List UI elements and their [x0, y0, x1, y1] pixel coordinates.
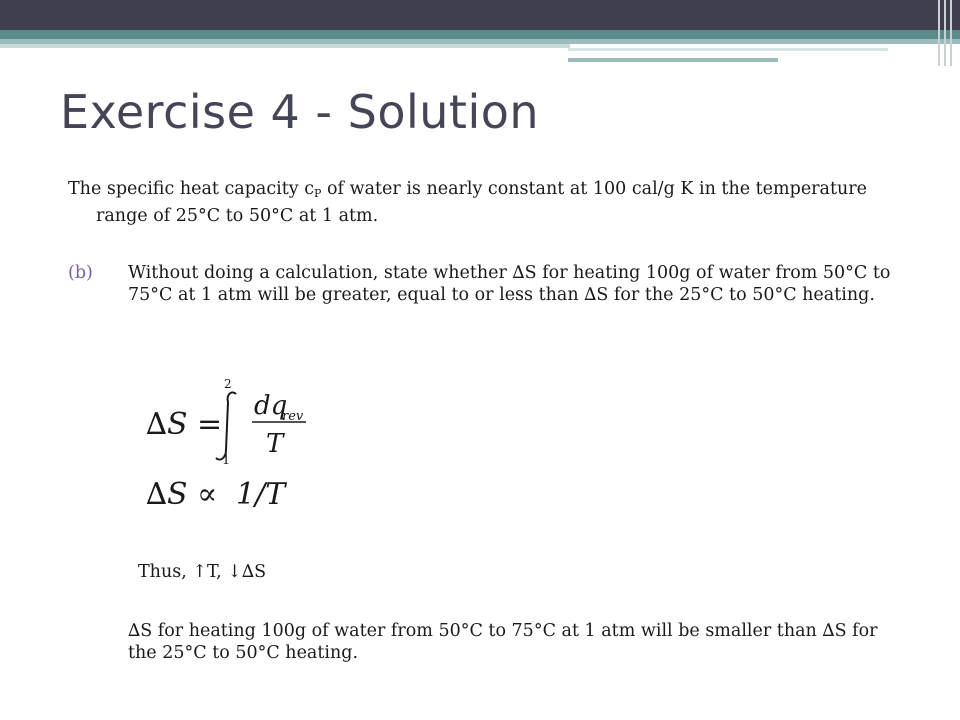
top-banner: [0, 0, 960, 30]
part-b-paragraph: [68, 262, 928, 306]
formula-numerator-subscript: rev: [282, 409, 304, 424]
edge-line: [938, 0, 940, 66]
part-b-label: (b): [68, 263, 93, 283]
accent-stripe-4: [568, 48, 888, 51]
formula-lhs: ∆S =: [146, 407, 223, 442]
intro-text-end: of water is nearly constant at 100 cal/g K in the temperature range of 25°C to 50°C at 1 atm.: [96, 179, 867, 226]
part-b-text: Without doing a calculation, state whether ∆S for heating 100g of water from 50°C to 75°C at 1 atm will be greater, equal to or less than ∆S for the 25°C to 50°C heating.: [128, 263, 891, 305]
thus-statement: Thus, ↑T, ↓∆S: [138, 562, 267, 582]
edge-line: [950, 0, 952, 66]
conclusion-paragraph: ∆S for heating 100g of water from 50°C to 75°C at 1 atm will be smaller than ∆S for the 25°C to 50°C heating.: [128, 621, 878, 663]
formula-denominator: T: [266, 429, 284, 459]
intro-text-start: The specific heat capacity c: [68, 179, 315, 199]
formula-upper-limit: 2: [224, 377, 232, 391]
entropy-formula: [140, 372, 310, 512]
intro-paragraph: [68, 178, 916, 227]
formula-lower-limit: 1: [222, 453, 231, 468]
edge-line: [944, 0, 946, 66]
proportional-lhs: ∆S ∝: [146, 477, 218, 512]
accent-stripe-3: [0, 44, 570, 48]
slide-title: Exercise 4 - Solution: [60, 85, 540, 139]
proportional-rhs: 1/T: [236, 477, 286, 512]
accent-stripe-1: [0, 30, 960, 39]
accent-stripe-5: [568, 58, 778, 62]
formula-numerator: dq: [254, 391, 288, 421]
intro-subscript: P: [314, 187, 322, 200]
